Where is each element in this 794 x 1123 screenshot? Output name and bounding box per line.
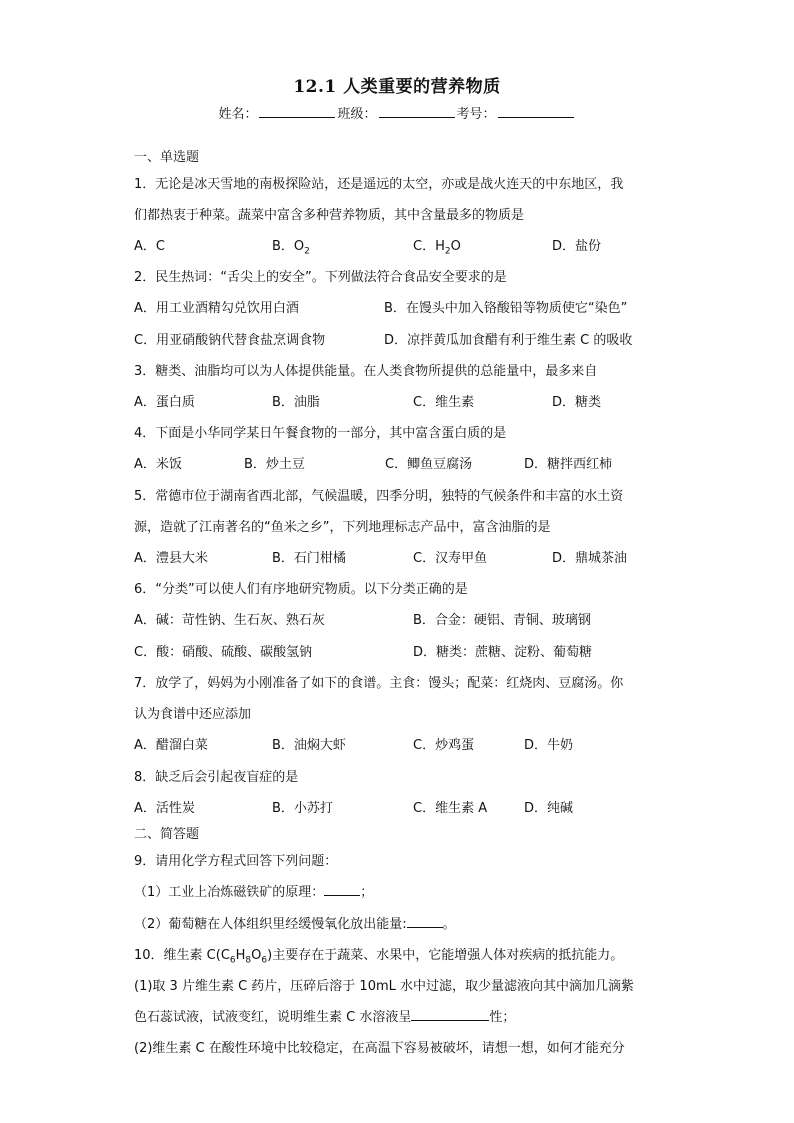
- q8-stem: 8．缺乏后会引起夜盲症的是: [134, 770, 299, 785]
- q10-stem-text: 10．维生素 C(C: [134, 948, 230, 963]
- q1-option-b[interactable]: [272, 235, 310, 257]
- q1-option-b-subscript: 2: [304, 246, 310, 257]
- q10-part1-text: 色石蕊试液，试液变红，说明维生素 C 水溶液呈: [134, 1010, 412, 1025]
- q6-option-c[interactable]: C．酸：硝酸、硫酸、碳酸氢钠: [134, 645, 313, 660]
- q9-part2-blank[interactable]: [407, 914, 443, 928]
- q9-part2-end: 。: [442, 917, 456, 932]
- q4-stem: 4．下面是小华同学某日午餐食物的一部分，其中富含蛋白质的是: [134, 426, 507, 441]
- q1-option-d[interactable]: D．盐份: [552, 239, 602, 254]
- q7-option-b[interactable]: B．油焖大虾: [272, 738, 346, 753]
- q5-option-b[interactable]: B．石门柑橘: [272, 551, 346, 566]
- q4-option-c[interactable]: C．鲫鱼豆腐汤: [385, 457, 473, 472]
- q2-option-a[interactable]: A．用工业酒精勾兑饮用白酒: [134, 301, 299, 316]
- q7-option-d[interactable]: D．牛奶: [524, 738, 574, 753]
- q10-part1-line1: (1)取 3 片维生素 C 药片，压碎后溶于 10mL 水中过滤，取少量滤液向其中滴加几滴紫: [134, 979, 635, 994]
- q10-sub-c: 6: [229, 955, 236, 966]
- student-info-row: [0, 103, 794, 122]
- name-blank[interactable]: [259, 103, 335, 118]
- q10-sub-o: 6: [261, 955, 268, 966]
- q7-stem-line1: 7．放学了，妈妈为小刚准备了如下的食谱。主食：馒头；配菜：红烧肉、豆腐汤。你: [134, 676, 624, 691]
- q10-stem: [134, 944, 623, 966]
- q10-formula-o: O: [251, 948, 262, 963]
- q1-option-b-text: B．O: [272, 239, 305, 254]
- class-label: 班级：: [337, 107, 377, 122]
- q10-part2-line1: (2)维生素 C 在酸性环境中比较稳定，在高温下容易被破坏，请想一想，如何才能充分: [134, 1041, 625, 1056]
- q2-option-d[interactable]: D．凉拌黄瓜加食醋有利于维生素 C 的吸收: [384, 333, 633, 348]
- exam-number-label: 考号：: [456, 107, 496, 122]
- q3-option-d[interactable]: D．糖类: [552, 395, 602, 410]
- q4-option-a[interactable]: A．米饭: [134, 457, 182, 472]
- q1-stem-line1: 1．无论是冰天雪地的南极探险站，还是遥远的太空，亦或是战火连天的中东地区，我: [134, 177, 624, 192]
- q2-stem: 2．民生热词：“舌尖上的安全”。下列做法符合食品安全要求的是: [134, 270, 507, 285]
- q9-part1-text: （1）工业上冶炼磁铁矿的原理：: [134, 885, 325, 900]
- q5-option-c[interactable]: C．汉寿甲鱼: [413, 551, 488, 566]
- class-blank[interactable]: [379, 103, 455, 118]
- q8-option-b[interactable]: B．小苏打: [272, 801, 333, 816]
- q10-stem-text-end: )主要存在于蔬菜、水果中，它能增强人体对疾病的抵抗能力。: [267, 948, 624, 963]
- q7-option-c[interactable]: C．炒鸡蛋: [413, 738, 475, 753]
- q10-sub-h: 8: [245, 955, 252, 966]
- page-title: 12.1 人类重要的营养物质: [293, 77, 501, 97]
- q5-stem-line2: 源，造就了江南著名的“鱼米之乡”，下列地理标志产品中，富含油脂的是: [134, 520, 551, 535]
- q5-stem-line1: 5．常德市位于湖南省西北部，气候温暖，四季分明，独特的气候条件和丰富的水土资: [134, 489, 624, 504]
- q3-option-c[interactable]: C．维生素: [413, 395, 475, 410]
- q1-option-a[interactable]: A．C: [134, 239, 165, 254]
- q4-option-d[interactable]: D．糖拌西红柿: [524, 457, 613, 472]
- q1-option-c-subscript: 2: [444, 246, 451, 257]
- exam-number-blank[interactable]: [498, 103, 574, 118]
- q1-option-c-text-end: O: [450, 239, 461, 254]
- q1-option-c[interactable]: [413, 235, 461, 257]
- q2-option-b[interactable]: B．在馒头中加入铬酸铅等物质使它“染色”: [384, 301, 628, 316]
- q9-stem: 9．请用化学方程式回答下列问题：: [134, 854, 338, 869]
- q3-stem: 3．糖类、油脂均可以为人体提供能量。在人类食物所提供的总能量中，最多来自: [134, 364, 598, 379]
- section-heading-short-answer: 二、简答题: [134, 827, 200, 842]
- q6-option-a[interactable]: A．碱：苛性钠、生石灰、熟石灰: [134, 613, 325, 628]
- q9-part1: [134, 881, 373, 900]
- q4-option-b[interactable]: B．炒土豆: [244, 457, 305, 472]
- q9-part2-text: （2）葡萄糖在人体组织里经缓慢氧化放出能量:: [134, 917, 407, 932]
- q7-stem-line2: 认为食谱中还应添加: [134, 707, 252, 722]
- q1-stem-line2: 们都热衷于种菜。蔬菜中富含多种营养物质，其中含量最多的物质是: [134, 208, 525, 223]
- q9-part2: [134, 913, 456, 932]
- q8-option-a[interactable]: A．活性炭: [134, 801, 195, 816]
- q7-option-a[interactable]: A．醋溜白菜: [134, 738, 208, 753]
- q1-option-c-text: C．H: [413, 239, 445, 254]
- q2-option-c[interactable]: C．用亚硝酸钠代替食盐烹调食物: [134, 333, 326, 348]
- q6-option-d[interactable]: D．糖类：蔗糖、淀粉、葡萄糖: [413, 645, 593, 660]
- name-label: 姓名：: [218, 107, 258, 122]
- q3-option-b[interactable]: B．油脂: [272, 395, 320, 410]
- q10-formula-h: H: [235, 948, 246, 963]
- q10-part1-line2: [134, 1006, 515, 1025]
- section-heading-single-choice: 一、单选题: [134, 150, 200, 165]
- q9-part1-blank[interactable]: [324, 882, 360, 896]
- q8-option-d[interactable]: D．纯碱: [524, 801, 574, 816]
- q9-part1-end: ；: [360, 885, 374, 900]
- q10-part1-blank[interactable]: [411, 1007, 489, 1021]
- q5-option-a[interactable]: A．澧县大米: [134, 551, 208, 566]
- q5-option-d[interactable]: D．鼎城茶油: [552, 551, 628, 566]
- q6-stem: 6．“分类”可以使人们有序地研究物质。以下分类正确的是: [134, 582, 468, 597]
- q10-part1-end: 性；: [489, 1010, 516, 1025]
- q6-option-b[interactable]: B．合金：硬铝、青铜、玻璃钢: [413, 613, 591, 628]
- q3-option-a[interactable]: A．蛋白质: [134, 395, 195, 410]
- q8-option-c[interactable]: C．维生素 A: [413, 801, 488, 816]
